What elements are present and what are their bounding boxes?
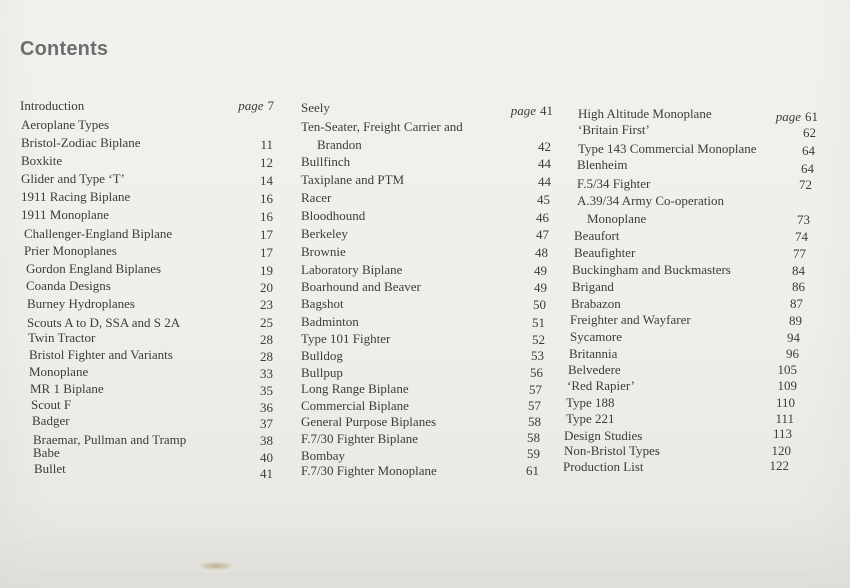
contents-entry-page [776,395,795,411]
contents-entry-page [799,177,812,193]
page-number: 45 [537,192,550,207]
page-number: 84 [792,263,805,278]
page-number: 46 [536,210,549,225]
contents-entry-page [792,279,805,295]
page-word: page [775,109,801,124]
page-number: 122 [769,458,789,473]
contents-entry-title: Non-Bristol Types [564,443,660,458]
contents-entry-title: Berkeley [301,226,348,241]
page-number: 37 [260,416,273,431]
contents-entry-page [801,161,814,177]
page-number: 72 [799,177,812,192]
page-number: 52 [532,332,545,347]
page-number: 48 [535,245,548,260]
contents-entry-title: Monoplane [587,211,647,226]
page-number: 16 [260,191,273,206]
page-number: 17 [260,227,273,242]
page-number: 58 [527,430,540,445]
page-number: 14 [260,173,273,188]
contents-entry-title: A.39/34 Army Co-operation [577,193,724,208]
page-number: 94 [787,330,800,345]
contents-entry-title: Type 221 [566,411,615,426]
contents-entry-title: Scouts A to D, SSA and S 2A [27,315,181,330]
contents-entry-title: ‘Red Rapier’ [567,378,635,393]
contents-entry-page [803,125,816,141]
page-number: 53 [531,348,544,363]
page-number: 56 [530,365,543,380]
contents-entry-title: Babe [33,445,60,460]
page-number: 28 [260,332,273,347]
contents-entry-title: Type 188 [566,395,615,410]
page-number: 35 [260,383,273,398]
contents-entry-title: Bullfinch [301,154,351,169]
page-number: 86 [792,279,805,294]
page-number: 38 [260,433,273,448]
contents-entry-page [775,411,794,427]
contents-entry-title: 1911 Monoplane [21,207,109,222]
page-number: 61 [526,463,539,478]
contents-entry-page [802,143,815,159]
page-number: 120 [771,443,791,458]
page-number: 62 [803,125,816,140]
contents-entry-title: Gordon England Biplanes [26,261,162,276]
contents-entry-title: Bagshot [301,296,344,311]
contents-entry-title: Aeroplane Types [21,117,110,132]
contents-entry-title: Ten-Seater, Freight Carrier and [301,119,463,134]
contents-entry-title: Laboratory Biplane [301,262,403,277]
contents-entry-title: Brandon [317,137,362,152]
contents-entry-title: Glider and Type ‘T’ [21,171,125,186]
contents-entry-title: Coanda Designs [26,278,111,293]
contents-entry-title: Belvedere [568,362,621,377]
page-number: 16 [260,209,273,224]
page-number: 49 [534,263,547,278]
contents-entry-title: ‘Britain First’ [578,122,650,137]
page-number: 87 [790,296,803,311]
contents-entry-title: Type 143 Commercial Monoplane [578,141,757,156]
contents-entry-page [772,443,792,459]
contents-entry-title: Braemar, Pullman and Tramp [33,432,187,447]
page-number: 74 [795,229,808,244]
contents-entry-title: Brigand [572,279,614,294]
contents-entry-title: Bristol-Zodiac Biplane [21,135,141,150]
page-number: 23 [260,297,273,312]
contents-entry-title: 1911 Racing Biplane [21,189,131,204]
contents-entry-title: Seely [301,100,330,115]
contents-entry-title: Design Studies [564,428,643,443]
contents-entry-title: Bombay [301,448,346,463]
contents-entry-title: Twin Tractor [28,330,96,345]
contents-entry-title: Buckingham and Buckmasters [572,262,731,277]
contents-entry-title: Prier Monoplanes [24,243,117,258]
contents-entry-title: Type 101 Fighter [301,331,391,346]
page-number: 28 [260,349,273,364]
page-number: 44 [538,174,551,189]
contents-entry-page [776,109,818,125]
page-title: Contents [20,38,109,60]
contents-entry-title: Beaufort [574,228,620,243]
contents-entry-page [786,346,799,362]
contents-entry-title: Scout F [31,397,72,412]
contents-entry-title: Bullet [34,461,66,476]
page-number: 111 [775,411,794,426]
contents-entry-title: Monoplane [29,364,89,379]
contents-entry-title: Racer [301,190,332,205]
page-number: 42 [538,139,551,154]
contents-entry-page [778,362,798,378]
contents-entry-page [790,296,803,312]
page-word: page [238,98,264,113]
contents-entry-page [792,263,805,279]
contents-entry-title: Bulldog [301,348,343,363]
contents-entry-title: High Altitude Monoplane [578,106,712,121]
contents-entry-title: Badger [32,413,70,428]
contents-entry-page [795,229,808,245]
page-number: 41 [540,103,553,118]
page-number: 110 [775,395,795,410]
contents-entry-page [787,330,800,346]
page-number: 113 [772,426,792,441]
contents-entry-title: Commercial Biplane [301,398,409,413]
page-word: page [510,103,536,118]
page-number: 19 [260,263,273,278]
contents-entry-title: Blenheim [577,157,628,172]
page-number: 11 [260,137,273,152]
contents-entry-title: F.7/30 Fighter Biplane [301,431,419,446]
page-number: 36 [260,400,273,415]
page-number: 58 [528,414,541,429]
contents-entry-page [793,246,806,262]
page-number: 59 [527,446,540,461]
page-number: 57 [529,382,542,397]
page-number: 64 [801,161,814,176]
contents-entry-page [770,458,790,474]
contents-entry-title: Challenger-England Biplane [24,226,173,241]
page-number: 57 [528,398,541,413]
contents-entry-title: Britannia [569,346,618,361]
contents-entry-title: Boarhound and Beaver [301,279,421,294]
page-number: 105 [777,362,797,377]
contents-entry-title: Taxiplane and PTM [301,172,405,187]
contents-entry-title: Beaufighter [574,245,636,260]
contents-entry-page [797,212,810,228]
page-number: 17 [260,245,273,260]
page-number: 64 [802,143,815,158]
page-number: 12 [260,155,273,170]
page-number: 89 [789,313,802,328]
contents-entry-title: Bristol Fighter and Variants [29,347,173,362]
contents-entry-title: Freighter and Wayfarer [570,312,691,327]
contents-entry-title: Bullpup [301,365,343,380]
contents-entry-title: Burney Hydroplanes [27,296,135,311]
page-number: 44 [538,156,551,171]
contents-entry-title: Brabazon [571,296,621,311]
contents-entry-title: Brownie [301,244,346,259]
page-number: 40 [260,450,273,465]
contents-entry-title: Production List [563,459,644,474]
contents-entry-title: Badminton [301,314,359,329]
page-number: 33 [260,366,273,381]
page-number: 20 [260,280,273,295]
page-number: 47 [536,227,549,242]
contents-entry-page [789,313,802,329]
page-number: 61 [805,109,818,124]
contents-entry-title: Sycamore [570,329,622,344]
page-number: 7 [267,98,274,113]
page-number: 73 [797,212,810,227]
page-number: 77 [793,246,806,261]
paper-stain [200,562,232,570]
contents-entry-title: F.7/30 Fighter Monoplane [301,463,437,478]
page-number: 51 [532,315,545,330]
contents-entry-title: General Purpose Biplanes [301,414,437,429]
contents-entry-title: Introduction [20,98,85,113]
page-number: 50 [533,297,546,312]
contents-entry-title: MR 1 Biplane [30,381,104,396]
contents-entry-title: F.5/34 Fighter [577,176,651,191]
page-number: 109 [777,378,797,393]
contents-entry-page [778,378,798,394]
page-number: 96 [786,346,799,361]
page-number: 25 [260,315,273,330]
contents-entry-title: Bloodhound [301,208,366,223]
page-number: 41 [260,466,273,481]
page-number: 49 [534,280,547,295]
contents-entry-title: Boxkite [21,153,63,168]
contents-entry-page [773,426,792,442]
contents-entry-title: Long Range Biplane [301,381,409,396]
